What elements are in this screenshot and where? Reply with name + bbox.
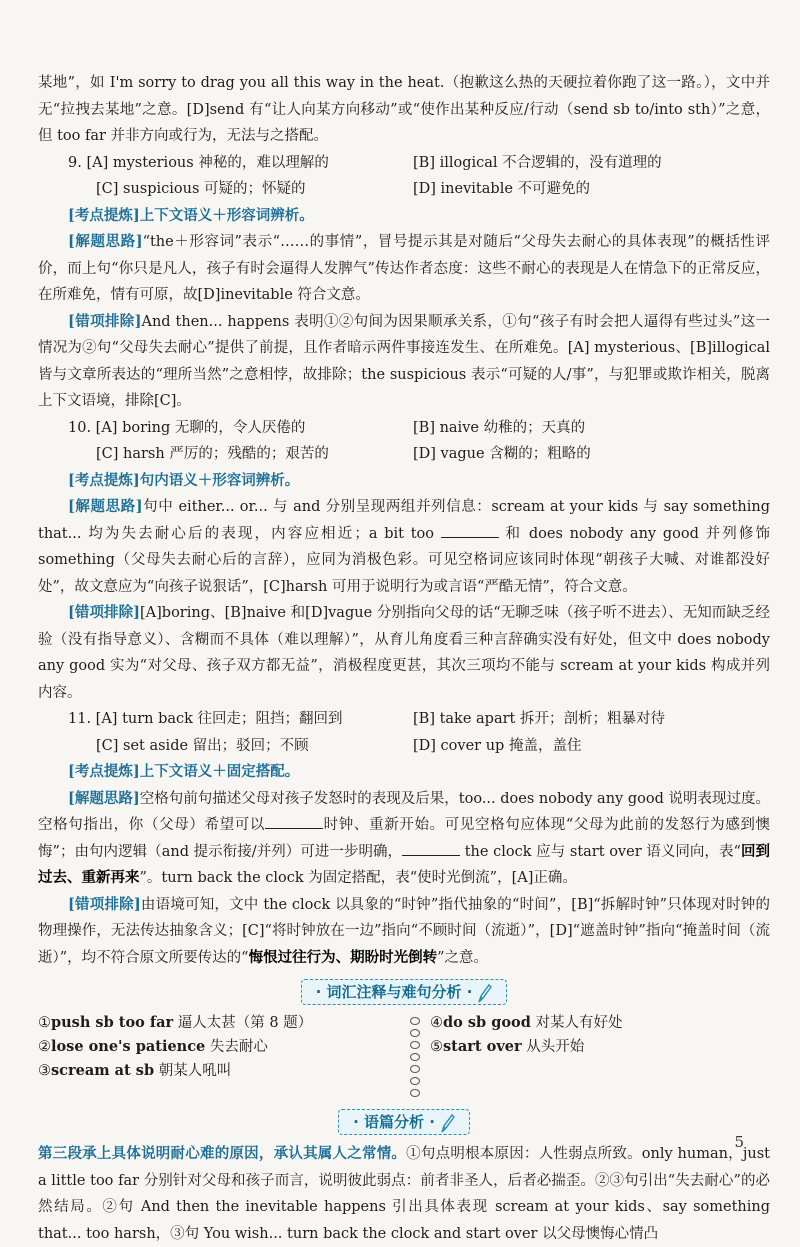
q10-option-c: [C] harsh 严厉的；残酷的；艰苦的: [96, 446, 329, 462]
q11-option-c: [C] set aside 留出；驳回；不顾: [96, 737, 309, 754]
spiral-divider: [408, 1011, 422, 1101]
analysis-section-title: [338, 1109, 470, 1135]
vocab-column-left: [38, 1011, 408, 1101]
vocab-def: 失去耐心: [205, 1039, 268, 1055]
point-text: 上下文语义＋形容词辨析。: [139, 206, 314, 224]
analysis-title-text: · 语篇分析 ·: [353, 1113, 435, 1131]
idea-text-4: ”。turn back the clock 为固定搭配，表“使时光倒流”，[A]正确。: [139, 870, 577, 886]
q11-option-b: [B] take apart 拆开；剖析；粗暴对待: [413, 711, 665, 727]
analysis-lead: 第三段承上具体说明耐心难的原因，承认其属人之常情。: [38, 1145, 407, 1162]
vocab-term: start over: [443, 1038, 522, 1055]
point-text: 上下文语义＋固定搭配。: [139, 763, 300, 780]
intro-paragraph: 某地”，如 I'm sorry to drag you all this way in the heat.（抱歉这么热的天硬拉着你跑了这一路。），文中并无“拉拽去某地”之意。[D]send 有“让人向某方向移动”或“使作出某种反应/行动（send sb to/into sth）”之意，但 too far 并非方向或行为，无法与之搭配。: [38, 75, 770, 144]
q9-wrong: [38, 309, 770, 415]
wrong-tag: [错项排除]: [68, 604, 140, 621]
vocab-section-title: [301, 979, 508, 1005]
vocab-item: [430, 1011, 770, 1035]
page-number: 5: [734, 1133, 744, 1151]
idea-text-3: the clock 应与 start over 语义同向，表“: [460, 843, 741, 860]
q9-option-b: [B] illogical 不合逻辑的，没有道理的: [413, 154, 662, 171]
point-text: 句内语义＋形容词辨析。: [139, 471, 300, 489]
vocab-num: ⑤: [430, 1039, 443, 1055]
idea-tag: [解题思路]: [68, 233, 143, 250]
q10-wrong: [38, 600, 770, 706]
wrong-tag: [错项排除]: [68, 895, 141, 913]
vocab-term: lose one's patience: [51, 1038, 206, 1055]
q11-wrong: [38, 892, 770, 972]
vocab-term: do sb good: [443, 1014, 531, 1031]
answer-blank: [402, 841, 460, 856]
q9-option-d: [D] inevitable 不可避免的: [413, 181, 591, 197]
vocab-item: [38, 1035, 408, 1059]
q9-option-a: 9. [A] mysterious 神秘的，难以理解的: [68, 154, 329, 171]
vocab-item: [430, 1035, 770, 1059]
content: [38, 70, 770, 1247]
answer-blank: [265, 814, 323, 829]
vocab-item: [38, 1011, 408, 1035]
vocab-def: 对某人有好处: [530, 1015, 623, 1031]
idea-text-1: 句中 either... or... 与 and 分别呈现两组并列信息：scream at your kids 与 say something that... 均为失去耐心后的表现，内容应相近；a bit too: [38, 499, 770, 542]
idea-text-2: 和 does nobody any good 并列修饰 something（父母失去耐心后的言辞），应同为消极色彩。可见空格词应该同时体现“朝孩子大喊、对谁都没好处”，故文意应为“向孩子说狠话”，[C]harsh 可用于说明行为或言语“严酷无情”，符合文意。: [38, 525, 770, 595]
q10-options-row1: [38, 415, 770, 442]
vocab-item: [38, 1059, 408, 1083]
q10-option-b: [B] naive 幼稚的；天真的: [413, 419, 586, 436]
analysis-text: ①句点明根本原因：人性弱点所致。only human，just a little too far 分别针对父母和孩子而言，说明彼此弱点：前者非圣人，后者必揣歪。②③句引出“失去耐心”的必然结局。②句 And then the inevitable happens 引出具体表现 scream at your kids、say something that... too harsh，③句 You wish... turn back the clock and start over 以父母懊悔心情凸: [38, 1146, 770, 1242]
point-tag: [考点提炼]: [68, 206, 140, 224]
q9-point: [38, 203, 770, 230]
idea-text-1: 空格句前句描述父母对孩子发怒时的表现及后果，too... does nobody any good 说明表现过度。空格句指出，你（父母）希望可以: [38, 790, 770, 833]
vocab-def: 从头开始: [521, 1039, 585, 1055]
q11-option-a: 11. [A] turn back 往回走；阻挡；翻回到: [68, 711, 343, 727]
vocab-list: [38, 1011, 770, 1101]
q11-options-row2: [38, 733, 770, 760]
q9-option-c: [C] suspicious 可疑的；怀疑的: [96, 181, 306, 197]
vocab-title-text: · 词汇注释与难句分析 ·: [315, 983, 473, 1001]
point-tag: [考点提炼]: [68, 471, 140, 489]
point-tag: [考点提炼]: [68, 763, 140, 780]
q11-options-row1: [38, 706, 770, 733]
idea-text: “the＋形容词”表示“……的事情”，冒号提示其是对随后“父母失去耐心的具体表现”的概括性评价，而上句“你只是凡人，孩子有时会逼得人发脾气”传达作者态度：这些不耐心的表现是人在情急下的正常反应，在所难免，情有可原，故[D]inevitable 符合文意。: [38, 234, 770, 303]
wrong-text-2: ”之意。: [437, 949, 488, 966]
vocab-num: ①: [38, 1015, 51, 1031]
q11-idea: [38, 786, 770, 892]
idea-tag: [解题思路]: [68, 498, 143, 515]
q9-idea: [38, 229, 770, 309]
wrong-tag: [错项排除]: [68, 312, 142, 330]
answer-blank: [441, 523, 499, 538]
idea-text-2: 时钟、重新开始。可见空格句应体现“父母为此前的发怒行为感到懊悔”；由句内逻辑（and 提示衔接/并列）可进一步明确，: [38, 817, 770, 860]
vocab-num: ②: [38, 1039, 51, 1055]
wrong-text-1: 由语境可知，文中 the clock 以具象的“时钟”指代抽象的“时间”，[B]“拆解时钟”只体现对时钟的物理操作，无法传达抽象含义；[C]“将时钟放在一边”指向“不顾时间（流逝）”，[D]“遮盖时钟”指向“掩盖时间（流逝）”，均不符合原文所要传达的“: [38, 896, 770, 966]
wrong-text: [A]boring、[B]naive 和[D]vague 分别指向父母的话“无聊乏味（孩子听不进去）、无知而缺乏经验（没有指导意义）、含糊而不具体（难以理解）”，从育儿角度看三种言辞确实没有好处，但文中 does nobody any good 实为“对父母、孩子双方都无益”，消极程度更甚，其次三项均不能与 scream at your kids 构成并列内容。: [38, 605, 770, 701]
vocab-def: 逼人太甚（第 8 题）: [173, 1015, 313, 1031]
vocab-num: ③: [38, 1063, 51, 1079]
analysis-paragraph: [38, 1141, 770, 1247]
q11-option-d: [D] cover up 掩盖，盖住: [413, 737, 582, 754]
vocab-column-right: [422, 1011, 770, 1101]
wrong-text: And then... happens 表明①②句间为因果顺承关系，①句“孩子有时会把人逼得有些过头”这一情况为②句“父母失去耐心”提供了前提，且作者暗示两件事接连发生、在所难免。[A] mysterious、[B]illogical 皆与文章所表达的“理所当然”之意相悖，故排除；the suspicious 表示“可疑的人/事”，与犯罪或欺诈相关，脱离上下文语境，排除[C]。: [38, 313, 770, 409]
idea-tag: [解题思路]: [68, 789, 140, 807]
q10-idea: [38, 494, 770, 600]
vocab-num: ④: [430, 1015, 443, 1031]
wrong-bold: 悔恨过往行为、期盼时光倒转: [248, 948, 438, 966]
q9-options-row2: [38, 176, 770, 203]
vocab-section-header: [38, 979, 770, 1005]
q10-options-row2: [38, 441, 770, 468]
pen-icon: [476, 982, 492, 1004]
q9-options-row1: [38, 150, 770, 177]
q11-point: [38, 759, 770, 786]
idea-bold: 回到过去、重新再来: [38, 842, 770, 886]
vocab-term: push sb too far: [51, 1014, 174, 1031]
analysis-section-header: [38, 1109, 770, 1135]
q10-option-d: [D] vague 含糊的；粗略的: [413, 446, 591, 462]
pen-icon: [439, 1112, 455, 1134]
vocab-def: 朝某人吼叫: [154, 1063, 232, 1079]
q10-point: [38, 468, 770, 495]
q10-option-a: 10. [A] boring 无聊的，令人厌倦的: [68, 419, 306, 436]
vocab-term: scream at sb: [51, 1062, 155, 1079]
